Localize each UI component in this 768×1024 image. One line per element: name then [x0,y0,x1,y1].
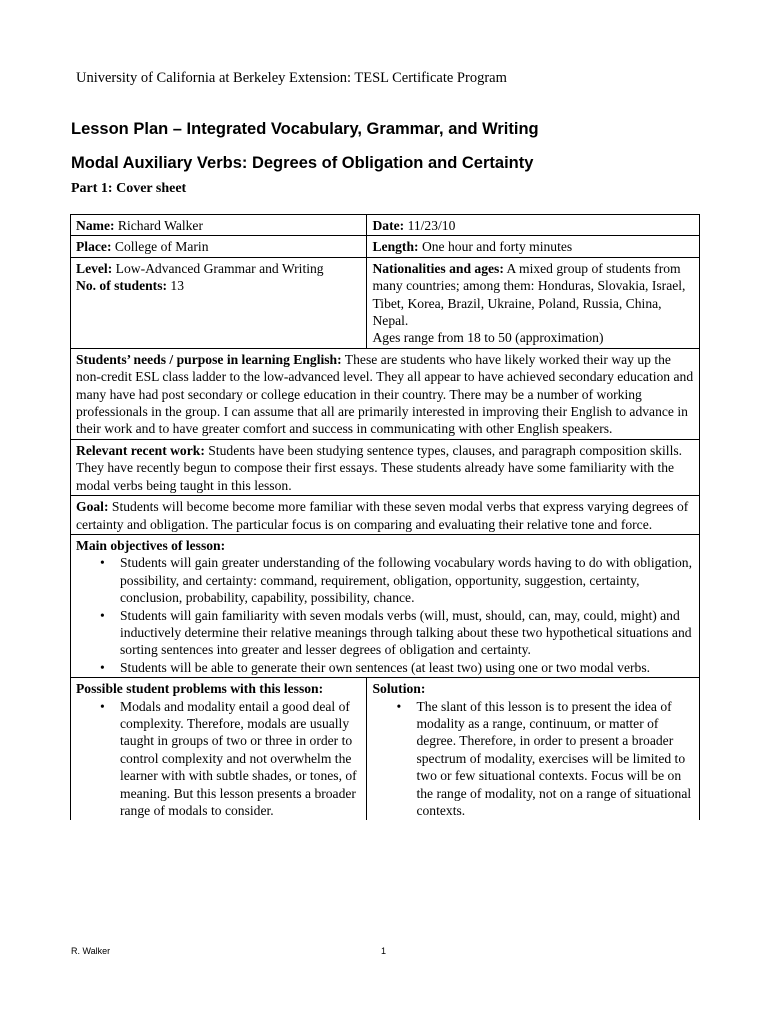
solution-list [372,698,695,820]
name-value: Richard Walker [114,218,203,233]
needs-label: Students’ needs / purpose in learning English: [76,351,342,367]
date-label: Date: [372,218,405,233]
part-heading: Part 1: Cover sheet [71,181,187,196]
length-label: Length: [372,239,419,255]
level-cell [71,257,367,348]
list-item [100,698,362,820]
needs-text: These are students who have likely worked their way up the non-credit ESL class ladder to the low-advanced level. They all appear to have achieved secondary education and many have had post secondary or college education in their country. There may be a number of working professionals in the group. I can assume that all are primarily interested in improving their English to advance in their work and to have greater comfort and success in communicating with other English speakers. [76,351,694,437]
lesson-plan-title: Lesson Plan – Integrated Vocabulary, Grammar, and Writing [71,120,539,138]
table-row [71,257,700,348]
students-label: No. of students: [76,278,168,294]
university-header: University of California at Berkeley Extension: TESL Certificate Program [76,70,507,86]
name-cell [71,215,367,236]
students-value: 13 [167,278,185,294]
objective-text: Students will gain familiarity with seven modals verbs (will, must, should, can, may, could, might) and inductively determine their relative meanings through talking about these two hypothetical situations and sorting sentences into greater and lesser degrees of obligation and certainty. [120,607,692,658]
bullet-icon: • [100,659,105,675]
table-row [71,678,700,821]
place-cell [71,236,367,257]
bullet-icon: • [100,698,105,714]
objective-text: Students will gain greater understanding of the following vocabulary words having to do with obligation, possibility, and certainty: command, requirement, obligation, opportunity, suggestion, certainty, conclusion, probability, capability, possibility, chance. [120,555,692,606]
table-row [71,215,700,236]
objectives-label: Main objectives of lesson: [76,537,226,553]
lesson-subtitle: Modal Auxiliary Verbs: Degrees of Obligation and Certainty [71,154,534,172]
length-value: One hour and forty minutes [418,239,573,255]
bullet-icon: • [100,555,105,571]
table-row [71,534,700,677]
solution-label: Solution: [372,681,426,697]
length-cell [367,236,700,257]
problems-cell [71,678,367,821]
list-item [396,698,695,820]
table-row [71,236,700,257]
bullet-icon: • [396,698,402,714]
objective-text: Students will be able to generate their own sentences (at least two) using one or two modal verbs. [120,659,651,675]
objectives-cell [71,534,700,677]
solution-text: The slant of this lesson is to present the idea of modality as a range, continuum, or matter of degree. Therefore, in order to present a broader spectrum of modality, exercises will be limited to two or few situational contexts. Focus will be on the range of modality, not on a range of situational contexts. [416,698,692,818]
list-item [100,659,695,676]
date-value: 11/23/10 [404,218,456,233]
ages-range: Ages range from 18 to 50 (approximation) [372,330,604,346]
page-number: 1 [381,946,387,956]
solution-cell [367,678,700,821]
problems-list [76,698,362,820]
problems-label: Possible student problems with this lesson: [76,681,324,697]
nationalities-value: A mixed group of students from many countries; among them: Honduras, Slovakia, Israel, Tibet, Korea, Brazil, Ukraine, Poland, Russia, China, Nepal. [372,260,686,329]
table-row [71,496,700,535]
nationalities-cell [367,257,700,348]
nationalities-label: Nationalities and ages: [372,260,504,276]
recent-work-cell [71,439,700,495]
date-cell [367,215,700,236]
table-row [71,348,700,439]
table-row [71,439,700,495]
level-label: Level: [76,260,113,276]
footer-author: R. Walker [71,946,111,956]
list-item [100,554,695,606]
problem-text: Modals and modality entail a good deal of complexity. Therefore, modals are usually taught in groups of two or three in order to control complexity and not overwhelm the learner with with subtle shades, or tones, of meaning. But this lesson presents a broader range of modals to consider. [120,698,357,818]
goal-cell [71,496,700,535]
place-value: College of Marin [111,239,209,255]
list-item [100,607,695,659]
goal-label: Goal: [76,499,109,515]
cover-sheet-table [70,214,700,820]
objectives-list [76,554,695,676]
recent-work-label: Relevant recent work: [76,442,205,458]
place-label: Place: [76,239,112,255]
recent-work-text: Students have been studying sentence types, clauses, and paragraph composition skills. They have recently begun to compose their first essays. These students already have some familiarity with the modal verbs being taught in this lesson. [76,442,683,493]
level-value: Low-Advanced Grammar and Writing [112,260,324,276]
needs-cell [71,348,700,439]
goal-text: Students will become become more familiar with these seven modal verbs that express varying degrees of certainty and obligation. The particular focus is on comparing and evaluating their relative tone and force. [76,499,689,532]
bullet-icon: • [100,607,105,623]
name-label: Name: [76,218,115,233]
